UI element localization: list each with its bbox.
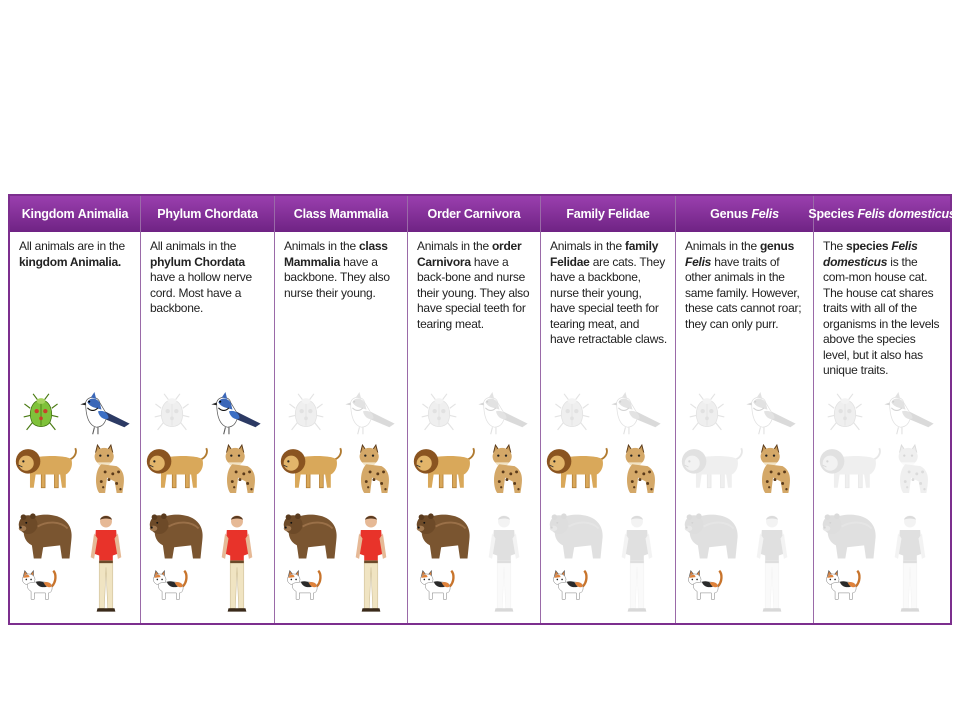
- header-rank: Phylum: [157, 207, 202, 221]
- bug-icon: [554, 392, 590, 436]
- bird-icon: [207, 392, 265, 436]
- column-genus: [676, 196, 814, 623]
- bug-icon: [154, 392, 190, 436]
- column-header-kingdom: [10, 196, 140, 232]
- column-description-order: [408, 232, 540, 332]
- cat-icon: [285, 568, 323, 602]
- lynx-icon: [888, 440, 936, 500]
- lion-icon: [13, 440, 79, 494]
- bug-icon: [827, 392, 863, 436]
- description-segment: Felis domesticus: [823, 239, 918, 269]
- column-header-order: [408, 196, 540, 232]
- bear-icon: [819, 506, 881, 564]
- description-segment: The: [823, 239, 847, 253]
- bird-icon: [742, 392, 800, 436]
- column-order: [408, 196, 541, 623]
- cat-icon: [418, 568, 456, 602]
- lion-icon: [278, 440, 344, 494]
- cat-icon: [20, 568, 58, 602]
- lion-icon: [144, 440, 210, 494]
- lynx-icon: [615, 440, 663, 500]
- description-segment: genus: [759, 239, 795, 253]
- description-segment: family Felidae: [550, 239, 659, 269]
- header-rank: Species: [808, 207, 855, 221]
- bug-icon: [689, 392, 725, 436]
- description-segment: Felis: [685, 254, 712, 269]
- column-kingdom: [10, 196, 141, 623]
- description-segment: Animals in the: [550, 239, 625, 253]
- bird-icon: [607, 392, 665, 436]
- bug-icon: [23, 392, 59, 436]
- description-segment: have a hollow nerve cord. Most have a backbone.: [150, 270, 252, 315]
- description-segment: have a backbone. They also nurse their young.: [284, 254, 390, 300]
- column-header-genus: [676, 196, 813, 232]
- header-rank: Class: [293, 207, 327, 221]
- header-name: Felis: [751, 207, 779, 221]
- human-icon: [220, 506, 254, 622]
- column-header-family: [541, 196, 675, 232]
- column-description-kingdom: [10, 232, 140, 270]
- bear-icon: [681, 506, 743, 564]
- header-name: Animalia: [77, 207, 129, 221]
- lynx-icon: [482, 440, 530, 500]
- header-name: Felidae: [608, 207, 650, 221]
- lion-icon: [817, 440, 883, 494]
- bear-icon: [413, 506, 475, 564]
- header-rank: Family: [566, 207, 605, 221]
- column-header-class: [275, 196, 407, 232]
- description-segment: Animals in the: [685, 239, 760, 253]
- human-icon: [354, 506, 388, 622]
- description-segment: is the com-mon house cat. The house cat shares traits with all of the organisms in the levels above the species level, but it also has unique traits.: [823, 254, 940, 377]
- description-segment: class Mammalia: [284, 239, 388, 269]
- column-family: [541, 196, 676, 623]
- lynx-icon: [750, 440, 798, 500]
- description-segment: All animals are in the: [19, 239, 125, 253]
- column-phylum: [141, 196, 275, 623]
- header-name: Mammalia: [329, 207, 389, 221]
- column-description-phylum: [141, 232, 274, 317]
- human-icon: [89, 506, 123, 622]
- column-description-species: [814, 232, 950, 379]
- column-header-phylum: [141, 196, 274, 232]
- header-name: Felis domesticus: [857, 207, 956, 221]
- bird-icon: [76, 392, 134, 436]
- lynx-icon: [349, 440, 397, 500]
- bird-icon: [880, 392, 938, 436]
- header-rank: Kingdom: [21, 207, 75, 221]
- lynx-icon: [215, 440, 263, 500]
- bear-icon: [146, 506, 208, 564]
- column-description-family: [541, 232, 675, 348]
- description-segment: have a back-bone and nurse their young. They also have special teeth for tearing meat.: [417, 254, 530, 331]
- description-segment: kingdom Animalia.: [19, 254, 121, 269]
- column-description-genus: [676, 232, 813, 332]
- bug-icon: [288, 392, 324, 436]
- header-rank: Genus: [710, 207, 749, 221]
- description-segment: Animals in the: [417, 239, 492, 253]
- classification-chart: [8, 194, 956, 625]
- bug-icon: [421, 392, 457, 436]
- human-icon: [620, 506, 654, 622]
- human-icon: [755, 506, 789, 622]
- lynx-icon: [84, 440, 132, 500]
- bear-icon: [15, 506, 77, 564]
- header-name: Carnivora: [463, 207, 521, 221]
- description-segment: order Carnivora: [417, 239, 522, 269]
- human-icon: [893, 506, 927, 622]
- human-icon: [487, 506, 521, 622]
- column-class: [275, 196, 408, 623]
- header-rank: Order: [427, 207, 461, 221]
- bear-icon: [546, 506, 608, 564]
- description-segment: phylum Chordata: [150, 254, 245, 269]
- lion-icon: [679, 440, 745, 494]
- bird-icon: [474, 392, 532, 436]
- cat-icon: [551, 568, 589, 602]
- column-header-species: [808, 196, 956, 232]
- cat-icon: [151, 568, 189, 602]
- description-segment: are cats. They have a backbone, nurse their young, have special teeth for tearing meat, and have retractable claws.: [550, 254, 667, 346]
- description-segment: Animals in the: [284, 239, 359, 253]
- description-segment: All animals in the: [150, 239, 237, 253]
- cat-icon: [686, 568, 724, 602]
- bird-icon: [341, 392, 399, 436]
- bear-icon: [280, 506, 342, 564]
- lion-icon: [411, 440, 477, 494]
- description-segment: species: [846, 239, 892, 253]
- cat-icon: [824, 568, 862, 602]
- column-description-class: [275, 232, 407, 301]
- description-segment: have traits of other animals in the same family. However, these cats cannot roar; they can only purr.: [685, 254, 802, 331]
- header-name: Chordata: [204, 207, 258, 221]
- lion-icon: [544, 440, 610, 494]
- column-species: [808, 196, 956, 623]
